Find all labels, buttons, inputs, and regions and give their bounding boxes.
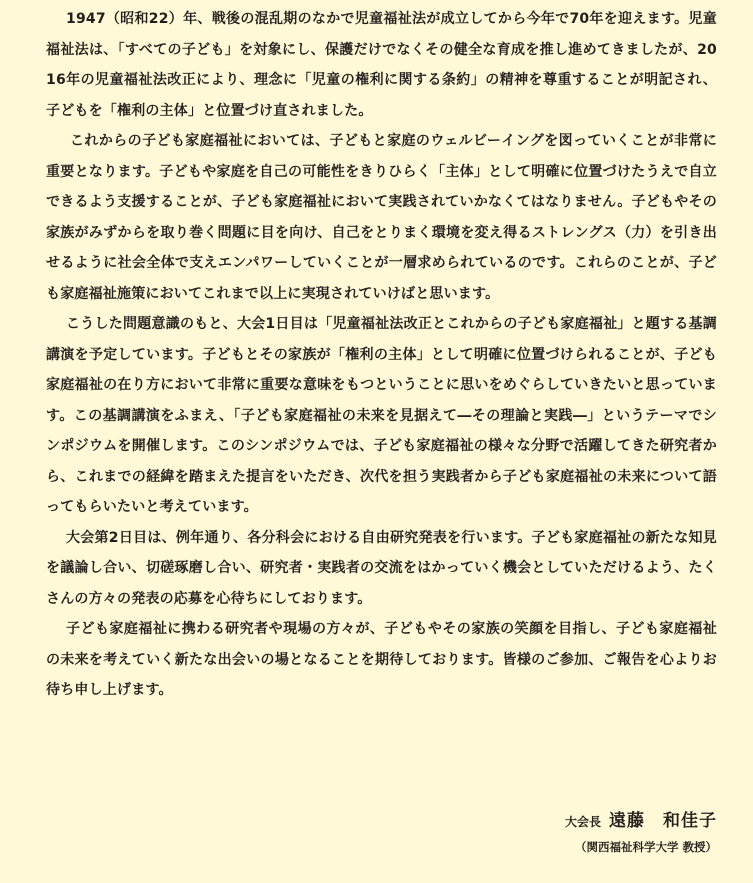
signature-block — [565, 806, 717, 855]
signature-name-line — [565, 806, 717, 831]
message-body — [46, 4, 717, 706]
paragraph-4: 大会第2日目は、例年通り、各分科会における自由研究発表を行います。子ども家庭福祉の新たな知見を議論し合い、切磋琢磨し合い、研究者・実践者の交流をはかっていく機会としていただけるよう、たくさんの方々の発表の応募を心待ちにしております。 — [46, 529, 717, 607]
paragraph-2: これからの子ども家庭福祉においては、子どもと家庭のウェルビーイングを図っていくことが非常に重要となります。子どもや家庭を自己の可能性をきりひらく「主体」として明確に位置づけたうえで自立できるよう支援することが、子ども家庭福祉において実践されていかなくてはなりません。子どもやその家族がみずからを取り巻く問題に目を向け、自己をとりまく環境を変え得るストレングス（力）を引き出せるように社会全体で支えエンパワーしていくことが一層求められているのです。これらのことが、子ども家庭福祉施策においてこれまで以上に実現されていけばと思います。 — [46, 133, 717, 302]
signature-name: 遠藤 和佳子 — [609, 811, 717, 831]
paragraph-1: 1947（昭和22）年、戦後の混乱期のなかで児童福祉法が成立してから今年で70年を迎えます。児童福祉法は、「すべての子ども」を対象にし、保護だけでなくその健全な育成を推し進めてきましたが、2016年の児童福祉法改正により、理念に「児童の権利に関する条約」の精神を尊重することが明記され、子どもを「権利の主体」と位置づけ直されました。 — [46, 11, 717, 119]
paragraph-5: 子ども家庭福祉に携わる研究者や現場の方々が、子どもやその家族の笑顔を目指し、子ども家庭福祉の未来を考えていく新たな出会いの場となることを期待しております。皆様のご参加、ご報告を心よりお待ち申し上げます。 — [46, 621, 717, 698]
paragraph-3: こうした問題意識のもと、大会1日目は「児童福祉法改正とこれからの子ども家庭福祉」と題する基調講演を予定しています。子どもとその家族が「権利の主体」として明確に位置づけられることが、子ども家庭福祉の在り方において非常に重要な意味をもつということに思いをめぐらしていきたいと思っています。この基調講演をふまえ、「子ども家庭福祉の未来を見据えて―その理論と実践―」というテーマでシンポジウムを開催します。このシンポジウムでは、子ども家庭福祉の様々な分野で活躍してきた研究者から、これまでの経緯を踏まえた提言をいただき、次代を担う実践者から子ども家庭福祉の未来について語ってもらいたいと考えています。 — [46, 316, 717, 515]
signature-affiliation: （関西福祉科学大学 教授） — [574, 840, 717, 854]
signature-role: 大会長 — [564, 815, 601, 829]
